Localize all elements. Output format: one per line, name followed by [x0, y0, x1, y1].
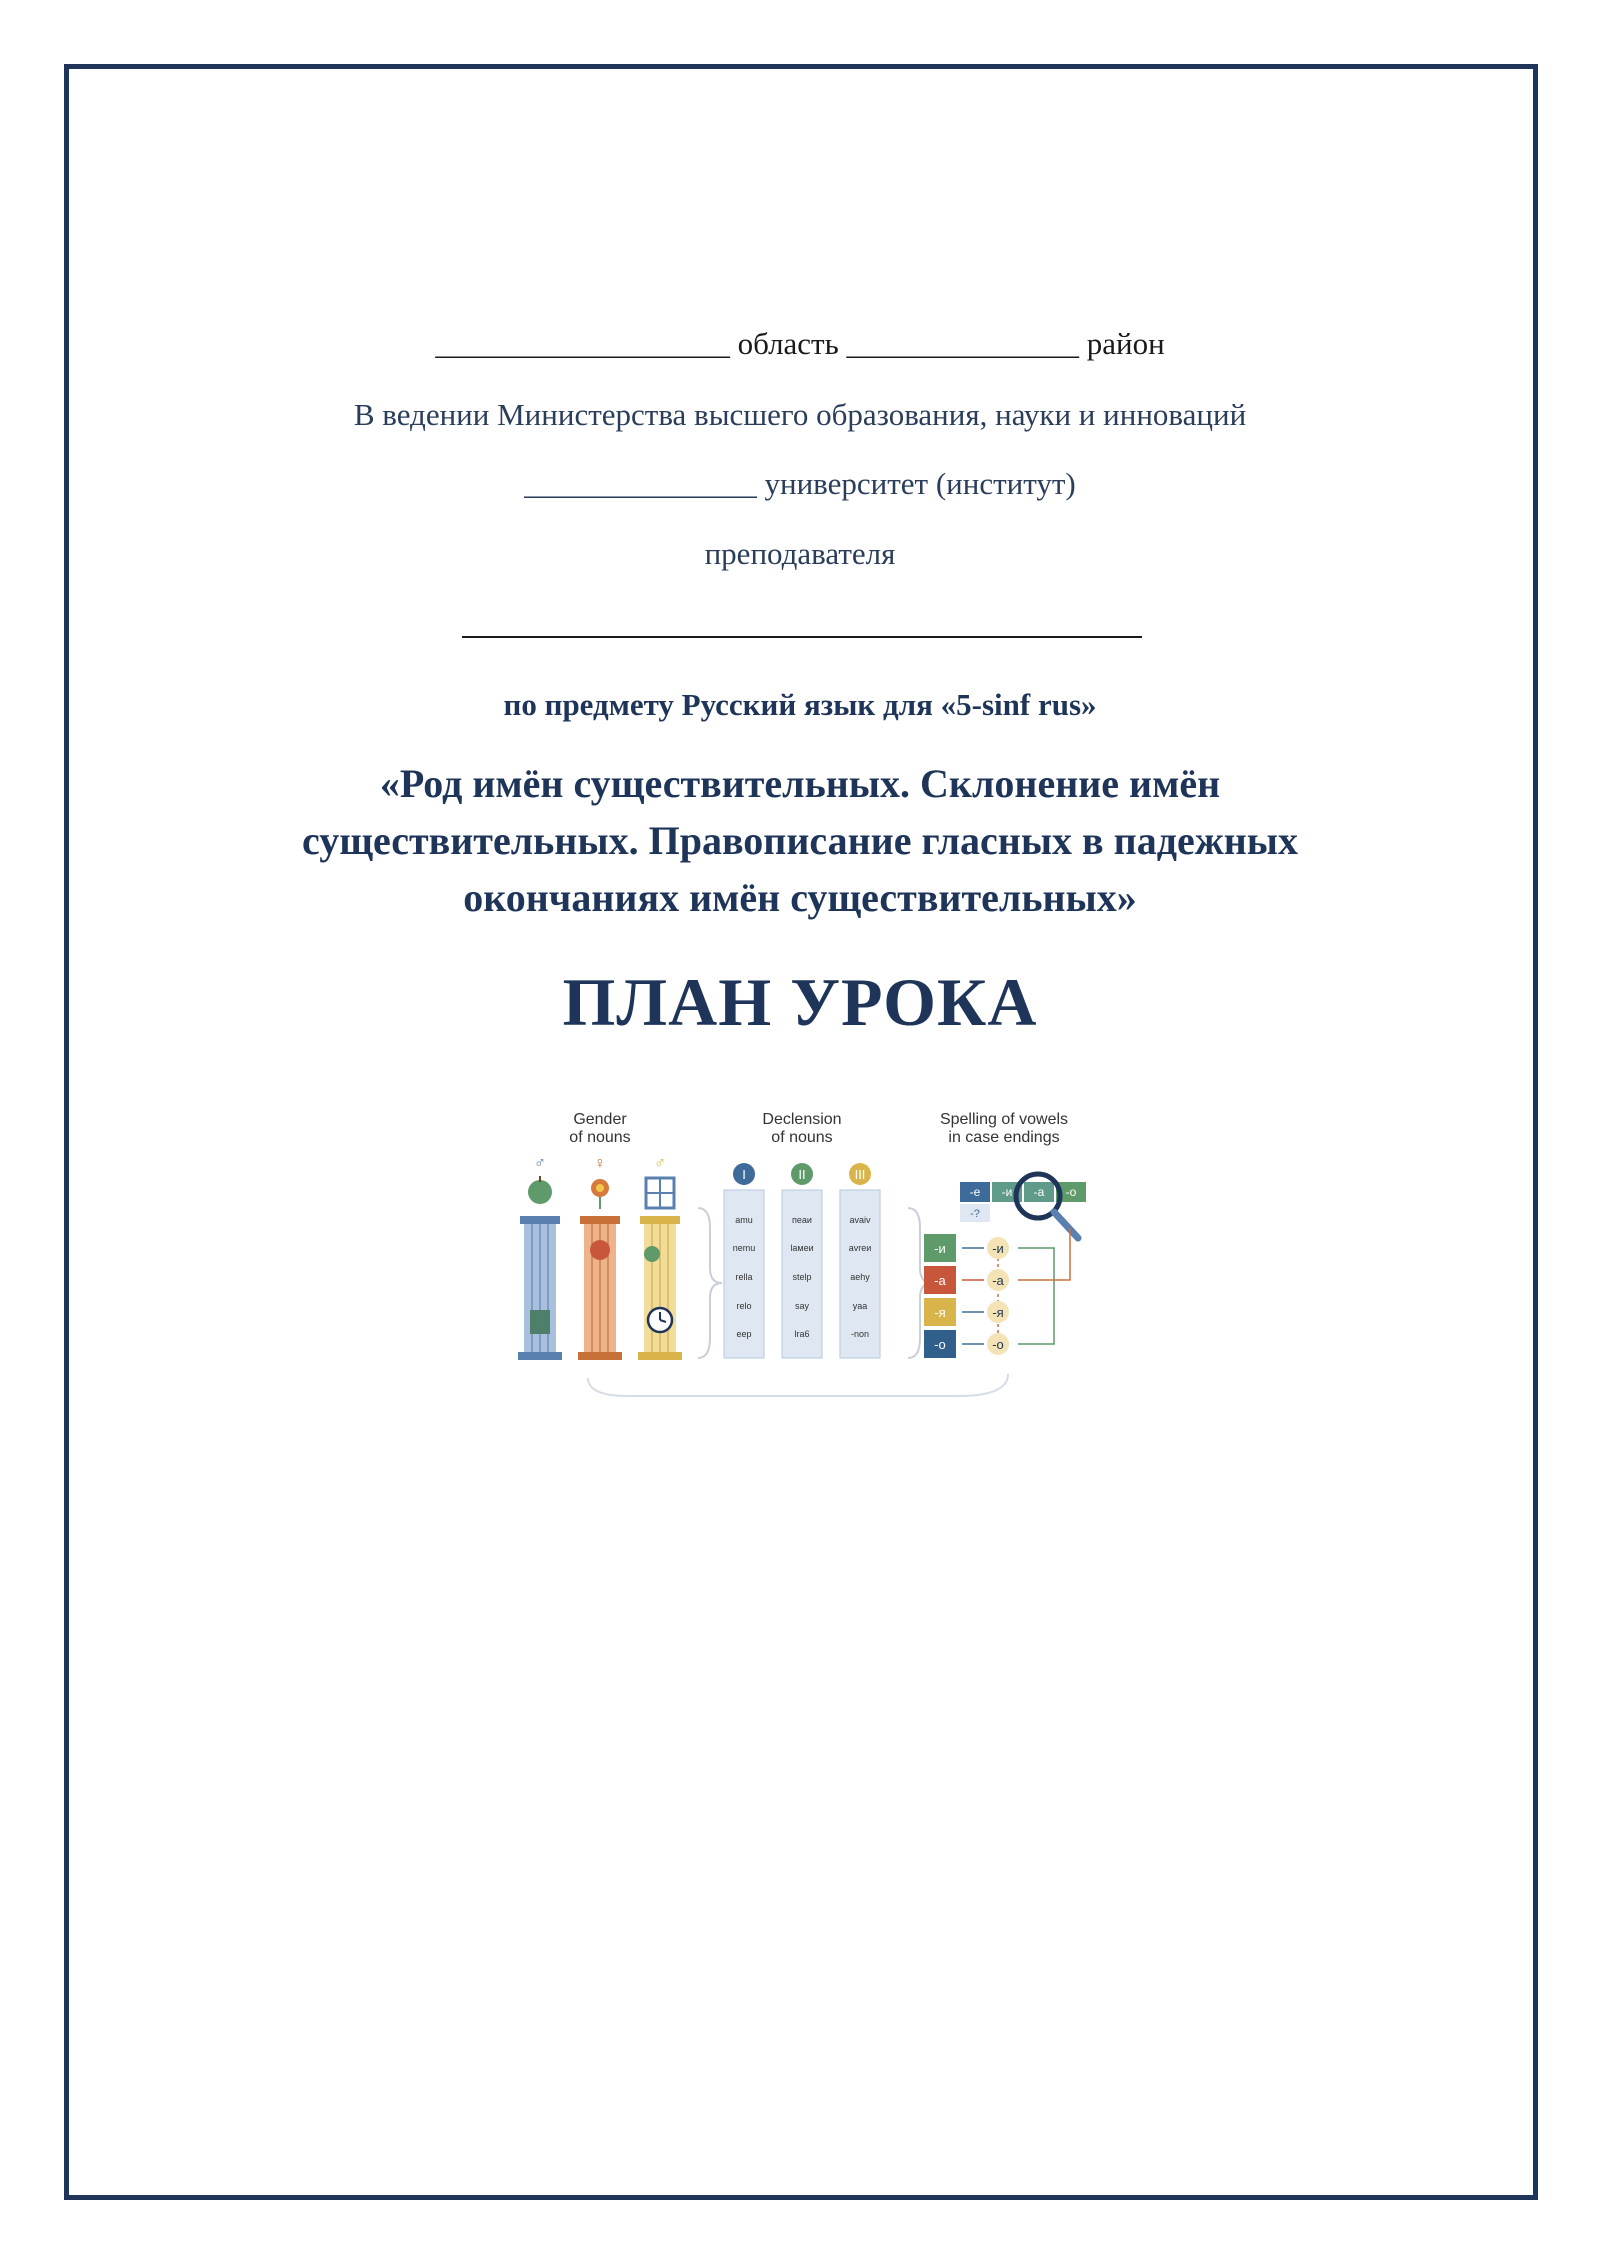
pillar-masculine [518, 1216, 562, 1360]
gender-heading-1: Gender [573, 1111, 627, 1128]
spelling-heading-1: Spelling of vowels [939, 1111, 1069, 1128]
svg-text:-a: -a [1033, 1185, 1045, 1199]
pillar-neuter [638, 1216, 682, 1360]
svg-text:-non: -non [850, 1329, 870, 1339]
chain-loop-1 [1018, 1248, 1054, 1344]
lesson-illustration [478, 1078, 1132, 1434]
lesson-topic [230, 755, 1370, 926]
declension-heading-1: Declension [762, 1111, 842, 1128]
svg-text:-и: -и [1001, 1185, 1013, 1199]
declension-column-1 [724, 1190, 764, 1358]
topic-line-1: «Род имён существительных. Склонение имён [379, 761, 1221, 806]
bracket-1 [698, 1208, 722, 1358]
svg-text:amu: amu [735, 1215, 753, 1225]
teacher-label: преподавателя [704, 536, 896, 571]
svg-text:-o: -o [1065, 1185, 1077, 1199]
pillar-feminine [578, 1216, 622, 1360]
window-icon [646, 1178, 674, 1208]
neuter-symbol-icon: ♂ [654, 1155, 666, 1172]
document-title: ПЛАН УРОКА [562, 964, 1038, 1040]
svg-text:rella: rella [735, 1272, 753, 1282]
svg-text:-и: -и [934, 1241, 946, 1256]
svg-text:-?: -? [970, 1208, 980, 1220]
subject-line: по предмету Русский язык для «5-sinf rus» [503, 687, 1097, 722]
declension-column-2 [782, 1190, 822, 1358]
svg-text:stelp: stelp [792, 1272, 812, 1282]
declension-column-3 [840, 1190, 880, 1358]
svg-text:avreи: avreи [848, 1243, 872, 1253]
flower-icon [591, 1179, 609, 1209]
svg-text:-a: -a [934, 1273, 946, 1288]
declension-heading-2: of nouns [771, 1129, 833, 1146]
svg-text:-и: -и [992, 1241, 1004, 1256]
female-symbol-icon: ♀ [594, 1155, 606, 1172]
ministry-line: В ведении Министерства высшего образования, науки и инноваций [353, 397, 1247, 432]
svg-text:say: say [794, 1301, 810, 1311]
apple-icon [590, 1240, 610, 1260]
svg-text:-a: -a [992, 1273, 1004, 1288]
apple-icon [528, 1176, 552, 1204]
svg-text:relo: relo [736, 1301, 752, 1311]
region-line: ___________________ область _______________ район [435, 326, 1165, 361]
svg-text:-o: -o [992, 1337, 1004, 1352]
flow-line [588, 1374, 1008, 1396]
svg-text:lамеи: lамеи [790, 1243, 814, 1253]
svg-text:yaa: yaa [852, 1301, 868, 1311]
book-icon [530, 1310, 550, 1334]
male-symbol-icon: ♂ [534, 1155, 546, 1172]
svg-text:пеаи: пеаи [792, 1215, 812, 1225]
svg-text:avaiv: avaiv [849, 1215, 871, 1225]
gender-heading-2: of nouns [569, 1129, 631, 1146]
svg-text:eep: eep [736, 1329, 752, 1339]
svg-text:II: II [798, 1167, 806, 1182]
tree-icon [644, 1246, 660, 1262]
chain-loop-2 [1018, 1228, 1070, 1280]
spelling-heading-2: in case endings [948, 1129, 1060, 1146]
teacher-name-rule [462, 636, 1142, 638]
svg-text:-e: -e [969, 1185, 981, 1199]
svg-text:I: I [742, 1167, 746, 1182]
svg-text:-я: -я [992, 1305, 1004, 1320]
svg-text:-я: -я [934, 1305, 946, 1320]
svg-text:-o: -o [934, 1337, 946, 1352]
svg-text:lra6: lra6 [794, 1329, 810, 1339]
svg-text:III: III [854, 1167, 866, 1182]
svg-text:nemu: nemu [732, 1243, 756, 1253]
topic-line-3: окончаниях имён существительных» [463, 875, 1137, 920]
svg-text:aehy: aehy [850, 1272, 870, 1282]
topic-line-2: существительных. Правописание гласных в падежных [302, 818, 1298, 863]
university-line: _______________ университет (институт) [524, 466, 1076, 501]
